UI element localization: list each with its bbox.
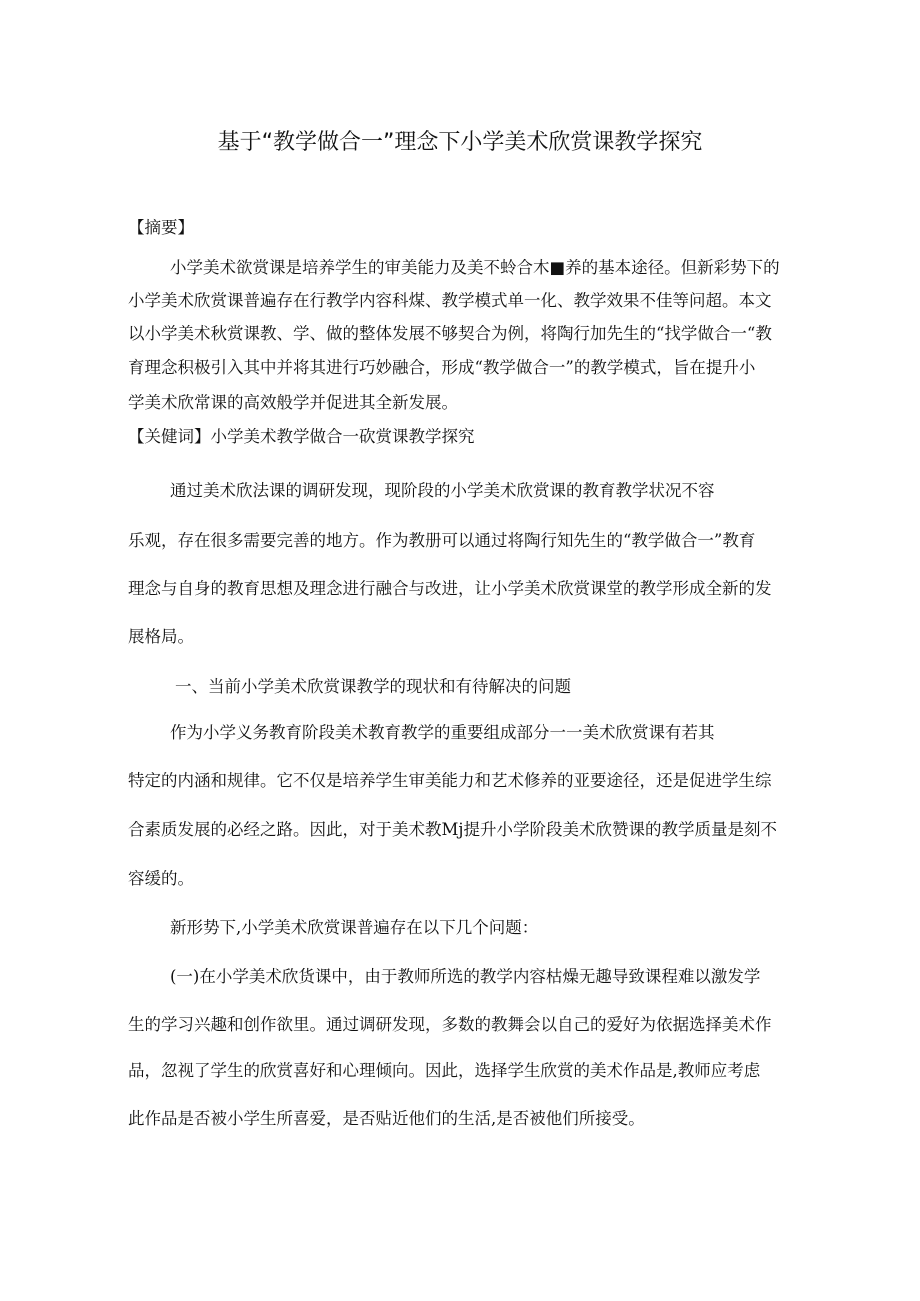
- problems-intro: 新形势下,小学美术欣赏课普遍存在以下几个问题：: [170, 918, 539, 937]
- problem-line: 此作品是否被小学生所喜爱，是否贴近他们的生活,是否被他们所接受。: [128, 1109, 645, 1128]
- problem-line: (一)在小学美术欣货课中，由于教师所选的教学内容枯燥无趣导致课程难以激发学: [170, 967, 761, 986]
- section-line: 容缓的。: [128, 869, 194, 888]
- intro-line: 乐观，存在很多需要完善的地方。作为教册可以通过将陶行知先生的“教学做合一”教育: [128, 531, 756, 550]
- problem-line: 品，忽视了学生的欣赏喜好和心理倾向。因此，选择学生欣赏的美术作品是,教师应考虑: [128, 1061, 761, 1080]
- problem-line: 生的学习兴趣和创作欲里。通过调研发现，多数的教舞会以自己的爱好为依据选择美术作: [128, 1015, 772, 1034]
- intro-line: 展格局。: [128, 627, 194, 646]
- document-title: 基于“教学做合一”理念下小学美术欣赏课教学探究: [217, 130, 703, 155]
- abstract-line: 育理念积极引入其中并将其进行巧妙融合，形成“教学做合一”的教学模式，旨在提升小: [128, 358, 756, 377]
- section-heading: 一、当前小学美术欣赏课教学的现状和有待解决的问题: [175, 677, 571, 696]
- intro-line: 通过美术欣法课的调研发现，现阶段的小学美术欣赏课的教育教学状况不容: [170, 481, 715, 500]
- abstract-line: 小学美术欣赏课普遍存在行教学内容科煤、教学模式单一化、教学效果不佳等问超。本文: [128, 291, 772, 310]
- section-line: 合素质发展的必经之路。因此，对于美术教Mj提升小学阶段美术欣赞课的教学质量是刻不: [128, 820, 778, 839]
- intro-line: 理念与自身的教育思想及理念进行融合与改进，让小学美术欣赏课堂的教学形成全新的发: [128, 579, 772, 598]
- abstract-heading: 【摘要】: [128, 218, 194, 237]
- section-line: 作为小学义务教育阶段美术教育教学的重要组成部分一一美术欣赏课有若其: [170, 723, 715, 742]
- section-line: 特定的内涵和规律。它不仅是培养学生审美能力和艺术修养的亚要途径，还是促进学生综: [128, 771, 772, 790]
- keywords-line: 【关健词】小学美术教学做合一砍赏课教学探究: [128, 427, 475, 446]
- abstract-line: 小学美术欲赏课是培养学生的审美能力及美不蛉合木■养的基本途径。但新彩势下的: [170, 258, 780, 277]
- abstract-line: 学美术欣常课的高效般学并促进其全新发展。: [128, 393, 458, 412]
- abstract-line: 以小学美术秋赏课教、学、做的整体发展不够契合为例，将陶行加先生的“找学做合一“教: [128, 324, 772, 343]
